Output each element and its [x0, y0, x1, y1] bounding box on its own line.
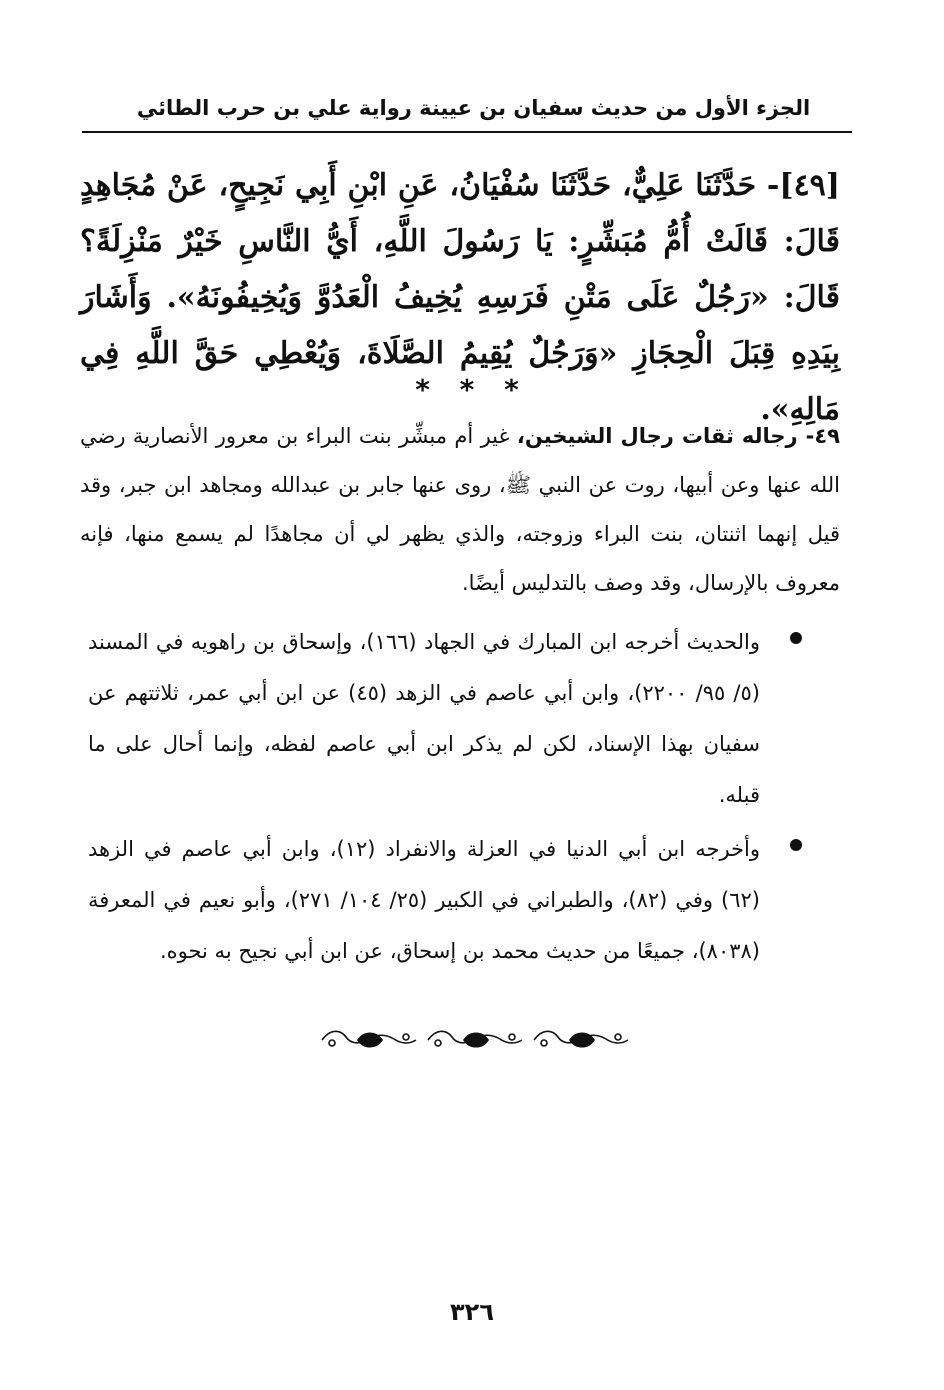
ornament-divider-icon	[318, 1025, 630, 1055]
note-lead: ٤٩- رجاله ثقات رجال الشيخين،	[516, 424, 840, 448]
takhrij-paragraph-1: والحديث أخرجه ابن المبارك في الجهاد (١٦٦)، وإسحاق بن راهويه في المسند (٥/ ٩٥/ ٢٢٠٠)، وابن أبي عاصم في الزهد (٤٥) عن ابن أبي عمر، ثلاثتهم عن سفيان بهذا الإسناد، لكن لم يذكر ابن أبي عاصم لفظه، وإنما أحال على ما قبله.	[88, 630, 760, 807]
bullet-dot-icon	[790, 632, 802, 644]
running-header: الجزء الأول من حديث سفيان بن عيينة رواية علي بن حرب الطائي	[136, 96, 811, 120]
header-rule	[82, 131, 852, 133]
page-number: ٣٢٦	[450, 1298, 494, 1326]
bullet-dot-icon	[790, 839, 802, 851]
narrator-note	[80, 412, 840, 608]
note-text: غير أم مبشِّر بنت البراء بن معرور الأنصارية رضي الله عنها وعن أبيها، روت عن النبي ﷺ، روى عنها جابر بن عبدالله ومجاهد ابن جبر، وقد قيل إنهما اثنتان، بنت البراء وزوجته، والذي يظهر لي أن مجاهدًا لم يسمع منها، فإنه معروف بالإرسال، وقد وصف بالتدليس أيضًا.	[80, 424, 840, 595]
section-separator: * * *	[415, 373, 529, 406]
takhrij-paragraph-2: وأخرجه ابن أبي الدنيا في العزلة والانفراد (١٢)، وابن أبي عاصم في الزهد (٦٢) وفي (٨٢)، والطبراني في الكبير (٢٥/ ١٠٤/ ٢٧١)، وأبو نعيم في المعرفة (٨٠٣٨)، جميعًا من حديث محمد بن إسحاق، عن ابن أبي نجيح به نحوه.	[88, 837, 760, 963]
hadith-text: [٤٩]- حَدَّثَنَا عَلِيٌّ، حَدَّثَنَا سُفْيَانُ، عَنِ ابْنِ أَبِي نَجِيحٍ، عَنْ مُجَاهِدٍ قَالَ: قَالَتْ أُمُّ مُبَشِّرٍ: يَا رَسُولَ اللَّهِ، أَيُّ النَّاسِ خَيْرٌ مَنْزِلَةً؟ قَالَ: «رَجُلٌ عَلَى مَتْنِ فَرَسِهِ يُخِيفُ الْعَدُوَّ وَيُخِيفُونَهُ». وَأَشَارَ بِيَدِهِ قِبَلَ الْحِجَازِ «وَرَجُلٌ يُقِيمُ الصَّلَاةَ، وَيُعْطِي حَقَّ اللَّهِ فِي مَالِهِ».	[80, 168, 840, 427]
